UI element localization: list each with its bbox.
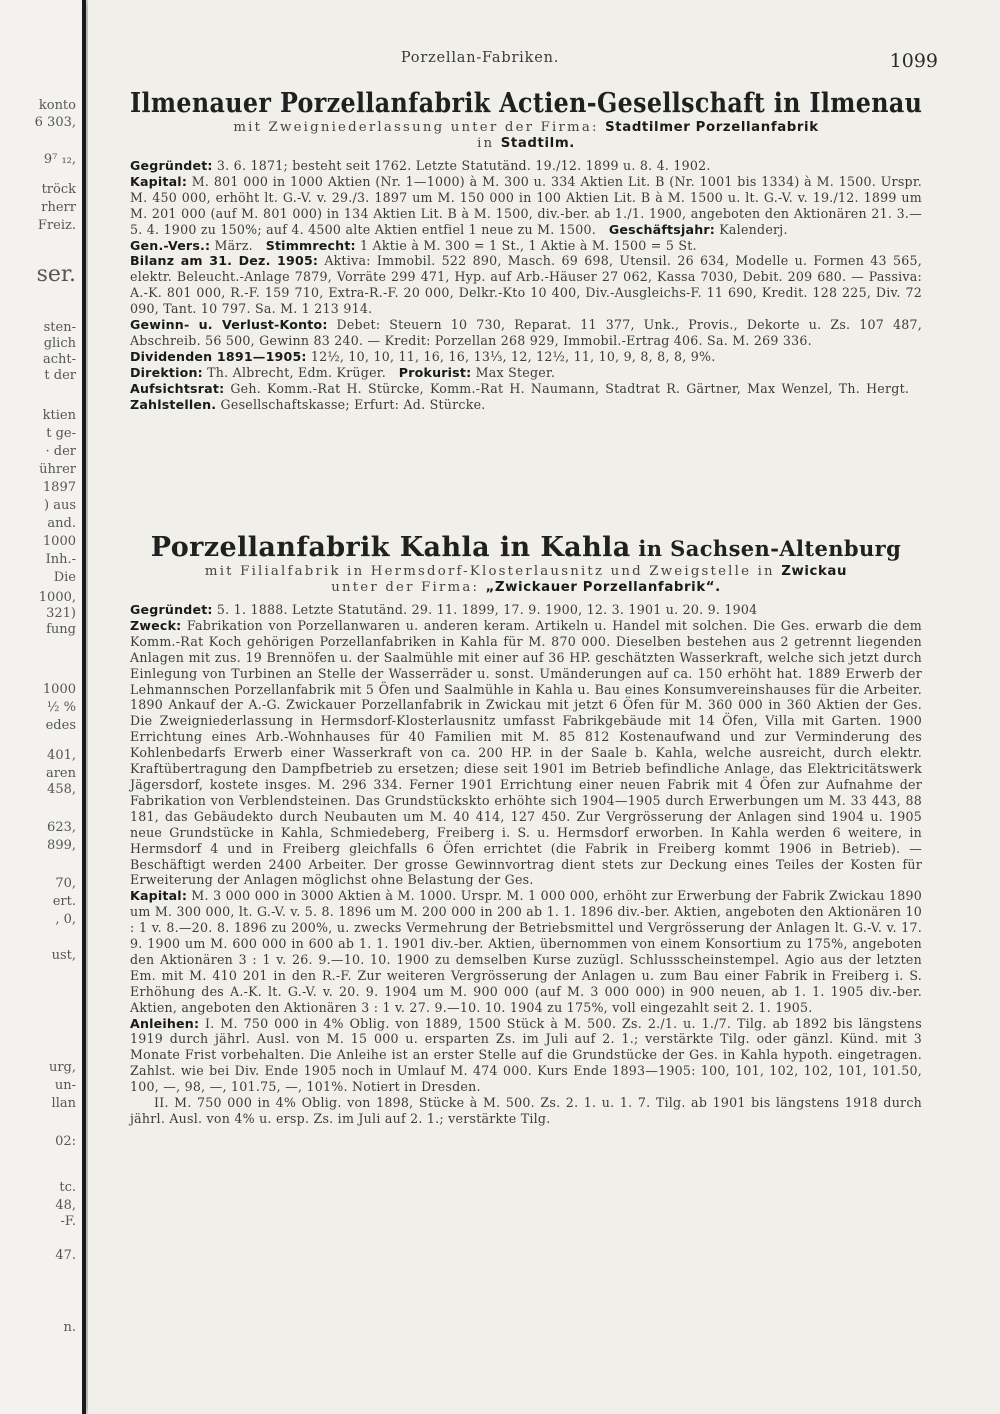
entry-paragraph [130, 253, 922, 317]
margin-fragment: urg, [48, 1060, 76, 1075]
entry-keyword: Direktion: [130, 364, 203, 380]
margin-fragment: t der [44, 368, 76, 383]
margin-fragment: 9⁷ ₁₂, [43, 152, 76, 167]
margin-fragment: konto [38, 98, 76, 113]
margin-fragment: 02: [55, 1134, 76, 1149]
margin-fragment: 47. [55, 1248, 76, 1263]
margin-fragment: 1000 [42, 682, 76, 697]
entry-paragraph [130, 317, 922, 349]
entry-paragraph [130, 381, 922, 413]
margin-fragment: 1897 [42, 480, 76, 495]
entry-text: 5. 1. 1888. Letzte Statutänd. 29. 11. 1899, 17. 9. 1900, 12. 3. 1901 u. 20. 9. 1904 [212, 602, 758, 617]
margin-fragment: n. [63, 1320, 76, 1335]
company-entries [130, 158, 922, 413]
entry-paragraph [130, 602, 922, 618]
entry-keyword: Zweck: [130, 617, 182, 633]
margin-fragment: 321) [46, 606, 76, 621]
margin-fragment: un- [54, 1078, 76, 1093]
margin-fragment: Freiz. [37, 218, 76, 233]
margin-fragment: Die [53, 570, 76, 585]
margin-fragment: ktien [42, 408, 76, 423]
margin-fragment: llan [51, 1096, 76, 1111]
margin-fragment: 401, [47, 748, 76, 763]
margin-fragment: 899, [47, 838, 76, 853]
margin-fragment: glich [43, 336, 76, 351]
margin-fragment: 458, [47, 782, 76, 797]
margin-fragment: 70, [55, 876, 76, 891]
entry-text: Debet: Steuern 10 730, Reparat. 11 377, Unk., Provis., Dekorte u. Zs. 107 487, Abschreib. 56 500, Gewinn 83 240. — Kredit: Porzellan 268 929, Immobil.-Ertrag 406. Sa. M. 269 336. [130, 317, 922, 348]
entry-text: M. 801 000 in 1000 Aktien (Nr. 1—1000) à M. 300 u. 334 Aktien Lit. B (Nr. 1001 bis 1334) à M. 1500. Urspr. M. 450 000, erhöht lt. G.-V. v. 29./3. 1897 um M. 150 000 in 100 Aktien Lit. B à M. 1500 u. lt. G.-V. v. 19./12. 1899 um M. 201 000 (auf M. 801 000) in 134 Aktien Lit. B à M. 1500, div.-ber. ab 1./1. 1900, angeboten den Aktionären 21. 3.—5. 4. 1900 zu 150%; auf 4. 4500 alte Aktien entfiel 1 neue zu M. 1500. [130, 173, 922, 237]
margin-fragment: -F. [60, 1214, 76, 1229]
entry-paragraph [130, 365, 922, 381]
entry-text: M. 3 000 000 in 3000 Aktien à M. 1000. Urspr. M. 1 000 000, erhöht zur Erwerbung der Fabrik Zwickau 1890 um M. 300 000, lt. G.-V. v. 5. 8. 1896 um M. 200 000 in 200 ab 1. 1. 1896 div.-ber. Aktien, angeboten den Aktionären 10 : 1 v. 8.—20. 8. 1896 zu 200%, u. zwecks Vermehrung der Betriebsmittel und Vergrösserung der Anlagen lt. G.-V. v. 17. 9. 1900 um M. 600 000 in 600 ab 1. 1. 1901 div.-ber. Aktien, übernommen von einem Konsortium zu 175%, angeboten den Aktionären 3 : 1 v. 26. 9.—10. 10. 1900 zu demselben Kurse zuzügl. Schlussscheinstempel. Agio aus der letzten Em. mit M. 410 201 in den R.-F. Zur weiteren Vergrösserung der Anlagen u. zum Bau einer Fabrik in Freiberg i. S. Erhöhung des A.-K. lt. G.-V. v. 20. 9. 1904 um M. 900 000 (auf M. 3 000 000) in 900 neuen, ab 1. 1. 1905 div.-ber. Aktien, angeboten den Aktionären 3 : 1 v. 27. 9.—10. 10. 1904 zu 175%, voll eingezahlt seit 2. 1. 1905. [130, 888, 922, 1015]
entry-paragraph [130, 349, 922, 365]
entry-text: Th. Albrecht, Edm. Krüger. [202, 364, 386, 380]
entry-keyword: Kapital: [130, 888, 188, 904]
margin-fragment: rherr [41, 200, 76, 215]
entry-text: Geh. Komm.-Rat H. Stürcke, Komm.-Rat H. Naumann, Stadtrat R. Gärtner, Max Wenzel, Th. Hergt. [224, 380, 910, 396]
margin-fragment: aren [45, 766, 76, 781]
margin-fragment: and. [47, 516, 76, 531]
page-number: 1099 [889, 50, 938, 72]
company-title: Ilmenauer Porzellanfabrik Actien-Gesellschaft in Ilmenau [130, 88, 923, 119]
margin-fragment: 1000, [38, 590, 76, 605]
margin-fragment: 623, [47, 820, 76, 835]
margin-fragment: tröck [41, 182, 76, 197]
margin-fragment: 6 303, [34, 115, 76, 130]
entry-text: Aktiva: Immobil. 522 890, Masch. 69 698, Utensil. 26 634, Modelle u. Formen 43 565, elektr. Beleucht.-Anlage 7879, Vorräte 299 471, Hyp. auf Arb.-Häuser 27 062, Kassa 7030, Debit. 209 680. — Passiva: A.-K. 801 000, R.-F. 159 710, Extra-R.-F. 20 000, Delkr.-Kto 10 400, Div.-Ausgleichs-F. 11 690, Kredit. 128 225, Div. 72 090, Tant. 10 797. Sa. M. 1 213 914. [130, 253, 922, 317]
entry-keyword: Stimmrecht: [265, 237, 356, 253]
running-head-title: Porzellan-Fabriken. [400, 50, 560, 66]
company-subtitle-line: mit Filialfabrik in Hermsdorf-Klosterlausnitz und Zweigstelle in Zwickau [204, 564, 848, 579]
margin-fragment: Inh.- [45, 552, 76, 567]
entry-text: Gesellschaftskasse; Erfurt: Ad. Stürcke. [216, 396, 486, 412]
entry-paragraph [130, 1095, 922, 1127]
entry-text: Max Steger. [471, 364, 556, 380]
company-subtitle-line: mit Zweigniederlassung unter der Firma: Stadtilmer Porzellanfabrik [233, 120, 819, 135]
company-subtitle-line: in Stadtilm. [477, 136, 575, 151]
entry-paragraph [130, 1016, 922, 1096]
margin-fragment: acht- [42, 352, 76, 367]
entry-keyword: Anleihen: [130, 1015, 200, 1031]
margin-fragment: ührer [39, 462, 76, 477]
entry-paragraph [130, 174, 922, 238]
entry-keyword: Prokurist: [398, 364, 472, 380]
entry-text: Fabrikation von Porzellanwaren u. anderen keram. Artikeln u. Handel mit solchen. Die Ges. erwarb die dem Komm.-Rat Koch gehörigen Porzellanfabriken in Kahla für M. 870 000. Dieselben bestehen aus 2 getrennt liegenden Anlagen mit zus. 19 Brennöfen u. der Saalmühle mit einer auf 36 HP. geschätzten Wasserkraft, welche sich jetzt durch Einlegung von Turbinen an Stelle der Wasserräder u. sonst. Umänderungen auf ca. 150 erhöht hat. 1889 Erwerb der Lehmannschen Porzellanfabrik mit 5 Öfen und Saalmühle in Kahla u. Bau eines Konsumvereinshauses für die Arbeiter. 1890 Ankauf der A.-G. Zwickauer Porzellanfabrik in Zwickau mit jetzt 6 Öfen für M. 360 000 in 360 Aktien der Ges. Die Zweigniederlassung in Hermsdorf-Klosterlausnitz umfasst Fabrikgebäude mit 14 Öfen, Villa mit Garten. 1900 Errichtung eines Arb.-Wohnhauses für 40 Familien mit M. 85 812 Kostenaufwand und zur Verminderung des Kohlenbedarfs Erwerb einer Wasserkraft von ca. 200 HP. in der Saale b. Kahla, welche ausreicht, durch elektr. Kraftübertragung den Dampfbetrieb zu ersetzen; diese seit 1901 im Betrieb befindliche Anlage, das Elektricitätswerk Jägersdorf, kostete insges. M. 296 334. Ferner 1901 Errichtung einer neuen Fabrik mit 4 Öfen zur Aufnahme der Fabrikation von Verblendsteinen. Das Grundstückskto erhöhte sich 1904—1905 durch Erwerbungen um M. 33 443, 88 181, das Gebäudekto durch Neubauten um M. 40 414, 127 450. Zur Vergrösserung der Anlagen sind 1904 u. 1905 neue Grundstücke in Kahla, Schmiedeberg, Freiberg i. S. u. Hermsdorf erworben. In Kahla werden 6 weitere, in Hermsdorf 4 und in Freiberg gleichfalls 6 Öfen errichtet (die Fabrik in Freiberg kommt 1906 in Betrieb). — Beschäftigt werden 2400 Arbeiter. Der grosse Gewinnvortrag dient stets zur Deckung eines Teiles der Kosten für Erweiterung der Anlagen möglichst ohne Belastung der Ges. [130, 617, 922, 888]
margin-fragment: sten- [43, 320, 76, 335]
margin-fragment: tc. [59, 1180, 76, 1195]
page-sheet [88, 0, 1000, 1414]
entry-keyword: Dividenden 1891—1905: [130, 348, 307, 364]
margin-fragment: t ge- [46, 426, 76, 441]
margin-fragment: ) aus [44, 498, 76, 513]
company-entry-ilmenau [130, 88, 922, 413]
company-entry-kahla [130, 532, 922, 1127]
entry-keyword: Bilanz am 31. Dez. 1905: [130, 253, 319, 269]
entry-keyword: Gewinn- u. Verlust-Konto: [130, 317, 328, 333]
margin-fragment: ½ % [46, 700, 76, 715]
entry-keyword: Zahlstellen. [130, 396, 217, 412]
margin-fragment: · der [45, 444, 76, 459]
entry-text: II. M. 750 000 in 4% Oblig. von 1898, Stücke à M. 500. Zs. 2. 1. u. 1. 7. Tilg. ab 1901 bis längstens 1918 durch jährl. Ausl. von 4% u. ersp. Zs. im Juli auf 2. 1.; verstärkte Tilg. [130, 1095, 922, 1126]
entry-keyword: Kapital: [130, 173, 188, 189]
entry-paragraph [130, 158, 922, 174]
margin-fragment: fung [46, 622, 76, 637]
entry-paragraph [130, 238, 922, 254]
entry-keyword: Gegründet: [130, 602, 213, 617]
entry-keyword: Gegründet: [130, 158, 213, 173]
margin-fragment: 1000 [42, 534, 76, 549]
margin-fragment: 48, [55, 1198, 76, 1213]
margin-fragment: ser. [36, 262, 76, 287]
entry-text: Kalenderj. [715, 221, 788, 237]
company-subtitle-line: unter der Firma: „Zwickauer Porzellanfabrik“. [331, 580, 721, 595]
entry-text: 1 Aktie à M. 300 = 1 St., 1 Aktie à M. 1500 = 5 St. [355, 237, 697, 253]
margin-fragment: ust, [51, 948, 76, 963]
company-entries [130, 602, 922, 1127]
margin-fragment: ert. [52, 894, 76, 909]
running-head [130, 50, 938, 72]
margin-fragment: edes [45, 718, 76, 733]
margin-fragment: , 0, [55, 912, 76, 927]
entry-paragraph [130, 888, 922, 1015]
entry-text: I. M. 750 000 in 4% Oblig. von 1889, 1500 Stück à M. 500. Zs. 2./1. u. 1./7. Tilg. ab 1892 bis längstens 1919 durch jährl. Ausl. von M. 15 000 u. ersparten Zs. im Juli auf 2. 1.; verstärkte Tilg. oder gänzl. Künd. mit 3 Monate Frist vorbehalten. Die Anleihe ist an erster Stelle auf die Grundstücke der Ges. in Kahla hypoth. eingetragen. Zahlst. wie bei Div. Ende 1905 noch in Umlauf M. 474 000. Kurs Ende 1893—1905: 100, 101, 102, 102, 101, 101.50, 100, —, 98, —, 101.75, —, 101%. Notiert in Dresden. [130, 1015, 922, 1095]
entry-paragraph [130, 618, 922, 888]
entry-keyword: Aufsichtsrat: [130, 380, 225, 396]
left-page-margin-strip [0, 0, 86, 1414]
entry-keyword: Geschäftsjahr: [608, 221, 716, 237]
entry-text: 12½, 10, 10, 11, 16, 16, 13⅓, 12, 12½, 11, 10, 9, 8, 8, 8, 9%. [306, 348, 716, 364]
entry-text: 3. 6. 1871; besteht seit 1762. Letzte Statutänd. 19./12. 1899 u. 8. 4. 1902. [212, 158, 711, 173]
entry-text: März. [210, 237, 253, 253]
company-title: Porzellanfabrik Kahla in Kahla in Sachsen-Altenburg [150, 532, 902, 563]
entry-keyword: Gen.-Vers.: [130, 237, 211, 253]
